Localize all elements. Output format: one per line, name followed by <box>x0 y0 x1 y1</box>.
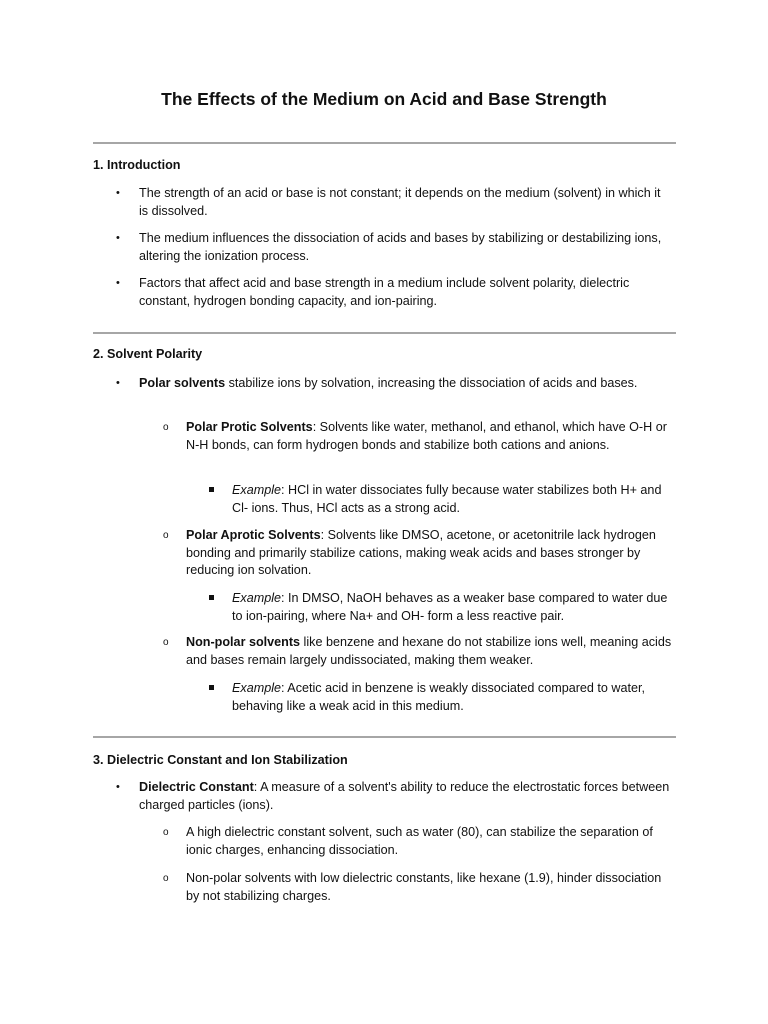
term-polar-aprotic: Polar Aprotic Solvents <box>186 528 321 542</box>
example-label: Example <box>232 681 281 695</box>
square-marker <box>209 685 214 690</box>
term-dielectric-constant: Dielectric Constant <box>139 780 254 794</box>
term-non-polar: Non-polar solvents <box>186 635 301 649</box>
section-heading-dielectric: 3. Dielectric Constant and Ion Stabilization <box>93 753 348 767</box>
list-item-text: : Solvents like water, methanol, and ethanol, which have O-H or N-H bonds, can form hydrogen bonds and stabilize both cations and anions. <box>186 420 667 452</box>
list-item <box>232 482 676 517</box>
list-item <box>116 230 671 265</box>
divider <box>93 142 676 144</box>
list-item-text: Non-polar solvents with low dielectric constants, like hexane (1.9), hinder dissociation by not stabilizing charges. <box>186 871 662 903</box>
list-item-text: : HCl in water dissociates fully because water stabilizes both H+ and Cl- ions. Thus, HCl acts as a strong acid. <box>232 483 662 515</box>
bullet-marker: • <box>116 781 120 793</box>
example-label: Example <box>232 483 281 497</box>
circle-marker: o <box>163 637 169 648</box>
bullet-marker: • <box>116 277 120 289</box>
list-item-text: like benzene and hexane do not stabilize ions well, meaning acids and bases remain largely undissociated, making them weaker. <box>186 635 672 667</box>
list-item <box>163 870 676 905</box>
bullet-marker: • <box>116 187 120 199</box>
list-item-text: : In DMSO, NaOH behaves as a weaker base compared to water due to ion-pairing, where Na+ and OH- form a less reactive pair. <box>232 591 668 623</box>
list-item <box>116 779 671 814</box>
list-item-text: stabilize ions by solvation, increasing the dissociation of acids and bases. <box>225 376 638 390</box>
list-item-text: : A measure of a solvent's ability to reduce the electrostatic forces between charged particles (ions). <box>139 780 670 812</box>
list-item <box>116 185 671 220</box>
bullet-marker: • <box>116 377 120 389</box>
circle-marker: o <box>163 530 169 541</box>
bullet-marker: • <box>116 232 120 244</box>
list-item <box>116 375 671 393</box>
section-heading-introduction: 1. Introduction <box>93 158 181 172</box>
list-item-text: : Acetic acid in benzene is weakly dissociated compared to water, behaving like a weak acid in this medium. <box>232 681 646 713</box>
circle-marker: o <box>163 873 169 884</box>
list-item-text: The strength of an acid or base is not constant; it depends on the medium (solvent) in which it is dissolved. <box>139 186 661 218</box>
list-item <box>163 824 676 859</box>
divider <box>93 332 676 334</box>
circle-marker: o <box>163 827 169 838</box>
list-item <box>232 590 676 625</box>
example-label: Example <box>232 591 281 605</box>
list-item-text: A high dielectric constant solvent, such as water (80), can stabilize the separation of ionic charges, enhancing dissociation. <box>186 825 653 857</box>
square-marker <box>209 487 214 492</box>
term-polar-solvents: Polar solvents <box>139 376 226 390</box>
page-title: The Effects of the Medium on Acid and Base Strength <box>161 89 607 109</box>
list-item-text: Factors that affect acid and base strength in a medium include solvent polarity, dielectric constant, hydrogen bonding capacity, and ion-pairing. <box>139 276 630 308</box>
term-polar-protic: Polar Protic Solvents <box>186 420 313 434</box>
list-item <box>163 527 676 580</box>
list-item-text: : Solvents like DMSO, acetone, or acetonitrile lack hydrogen bonding and primarily stabilize cations, making weak acids and bases stronger by reducing ion solvation. <box>186 528 656 578</box>
divider <box>93 736 676 738</box>
list-item <box>163 419 676 454</box>
list-item <box>163 634 676 669</box>
circle-marker: o <box>163 422 169 433</box>
section-heading-solvent-polarity: 2. Solvent Polarity <box>93 347 203 361</box>
square-marker <box>209 595 214 600</box>
list-item-text: The medium influences the dissociation of acids and bases by stabilizing or destabilizing ions, altering the ionization process. <box>139 231 662 263</box>
list-item <box>116 275 671 310</box>
list-item <box>232 680 676 715</box>
